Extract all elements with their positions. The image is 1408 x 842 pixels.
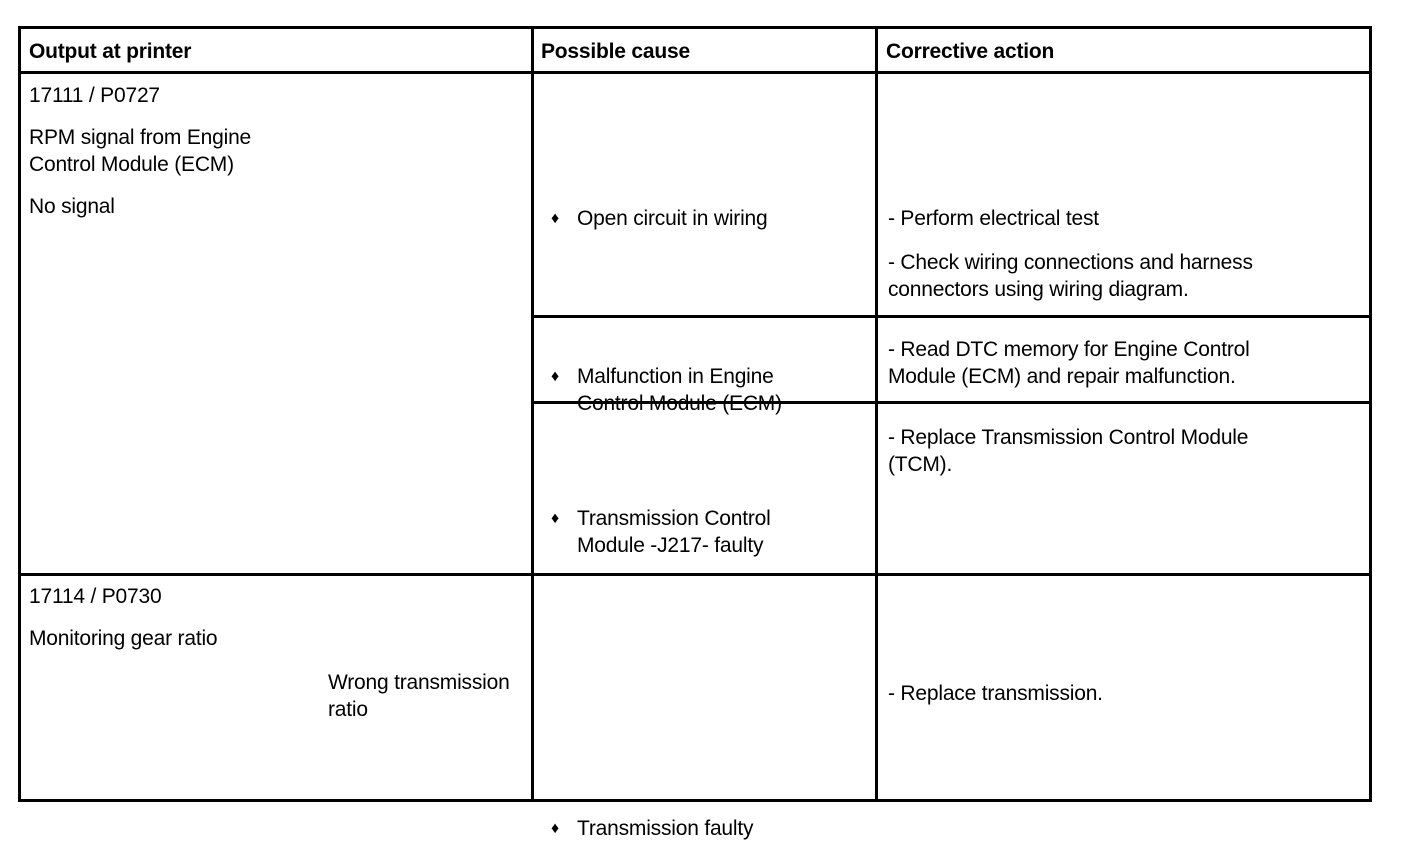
row-divider xyxy=(21,573,1369,576)
dtc-code: 17114 / P0730 xyxy=(29,585,162,608)
header-cause: Possible cause xyxy=(541,40,690,63)
dtc-status: No signal xyxy=(29,195,115,218)
dtc-status: Wrong transmission ratio xyxy=(328,671,510,721)
bullet-icon: ♦ xyxy=(551,820,559,837)
diagnostic-table xyxy=(18,26,1372,840)
action-text: - Replace Transmission Control Module (TCM). xyxy=(888,426,1249,476)
header-output: Output at printer xyxy=(29,40,192,63)
row-divider xyxy=(532,315,1369,318)
cause-text: Transmission Control Module -J217- faulty xyxy=(577,507,771,557)
cause-item xyxy=(551,505,877,559)
bullet-icon: ♦ xyxy=(551,368,559,385)
cause-item xyxy=(551,363,877,417)
header-divider xyxy=(21,71,1369,74)
dtc-code: 17111 / P0727 xyxy=(29,84,160,107)
action-item xyxy=(888,424,1358,478)
row2-output xyxy=(29,583,519,652)
action-item xyxy=(888,680,1358,707)
cause-item xyxy=(551,205,877,232)
cause-item xyxy=(551,815,877,842)
action-text: - Check wiring connections and harness connectors using wiring diagram. xyxy=(888,251,1253,301)
dtc-description: RPM signal from Engine Control Module (ECM) xyxy=(29,126,252,176)
action-item xyxy=(888,336,1358,390)
cause-text: Malfunction in Engine Control Module (ECM) xyxy=(577,365,782,415)
action-item xyxy=(888,205,1358,303)
action-text: - Perform electrical test xyxy=(888,207,1099,230)
header-action: Corrective action xyxy=(886,40,1055,63)
dtc-description: Monitoring gear ratio xyxy=(29,627,218,650)
bullet-icon: ♦ xyxy=(551,210,559,227)
column-divider xyxy=(531,29,534,799)
cause-text: Transmission faulty xyxy=(577,817,754,840)
action-text: - Read DTC memory for Engine Control Module (ECM) and repair malfunction. xyxy=(888,338,1250,388)
cause-text: Open circuit in wiring xyxy=(577,207,768,230)
bullet-icon: ♦ xyxy=(551,510,559,527)
action-text: - Replace transmission. xyxy=(888,682,1103,705)
row1-output xyxy=(29,82,519,220)
